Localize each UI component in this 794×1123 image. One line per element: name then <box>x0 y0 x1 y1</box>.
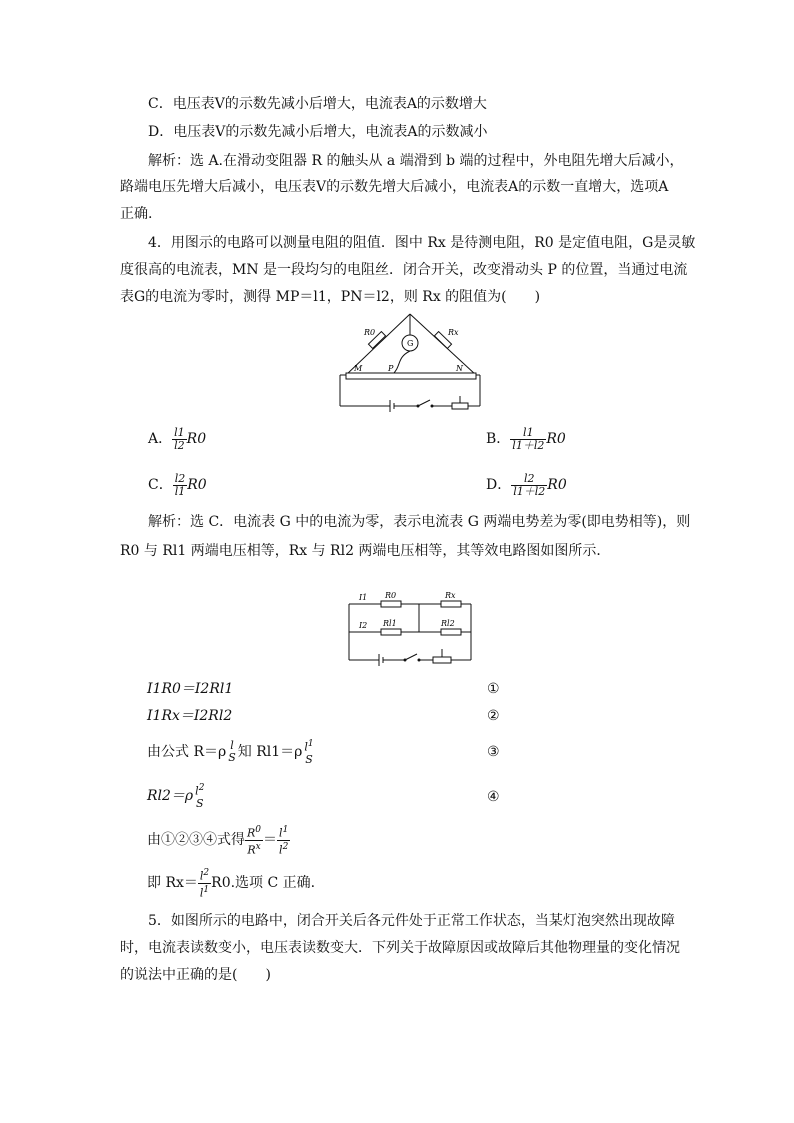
q4-stem-line3: 表G的电流为零时，测得 MP＝l1，PN＝l2，则 Rx 的阻值为( ) <box>120 289 541 305</box>
equation-2: I1Rx＝I2Rl2 <box>147 708 233 724</box>
q3-option-d: D．电压表V的示数先减小后增大，电流表A的示数减小 <box>148 124 488 140</box>
q4-stem-line2: 度很高的电流表，MN 是一段均匀的电阻丝．闭合开关，改变滑动头 P 的位置，当通过电流 <box>120 262 688 278</box>
equation-1: I1R0＝I2Rl1 <box>147 681 234 697</box>
equation-1-number: ① <box>487 681 500 697</box>
equation-6: 即 Rx＝ $\frac{l^2}{l^1}$ R0.选项 C 正确. <box>147 867 316 900</box>
fig1-label-rx: Rx <box>448 328 459 337</box>
q4-analysis-line1: 解析：选 C．电流表 G 中的电流为零，表示电流表 G 两端电势差为零(即电势相等)，则 <box>148 514 691 530</box>
fig1-label-p: P <box>388 364 394 373</box>
q5-stem-line2: 时，电流表读数变小，电压表读数变大．下列关于故障原因或故障后其他物理量的变化情况 <box>120 940 680 956</box>
q3-analysis-line2: 路端电压先增大后减小，电压表V的示数先增大后减小，电流表A的示数一直增大，选项A <box>120 179 669 195</box>
fig1-label-r0: R0 <box>364 328 376 337</box>
fig2-label-r0: R0 <box>385 591 397 600</box>
fig2-label-i2: I2 <box>359 621 368 630</box>
q5-stem-line1: 5．如图所示的电路中，闭合开关后各元件处于正常工作状态，当某灯泡突然出现故障 <box>148 913 675 929</box>
equation-5: 由①②③④式得 $\frac{R^0}{R^x}$ ＝ $\frac{l^1}{l^2}$ <box>147 824 289 857</box>
q4-option-c: C． $\frac{l2}{l1}$ R0 <box>148 471 207 498</box>
fig2-label-rx: Rx <box>445 591 456 600</box>
q3-option-c: C．电压表V的示数先减小后增大，电流表A的示数增大 <box>148 96 487 112</box>
fig1-label-m: M <box>354 364 363 373</box>
bridge-circuit-figure <box>330 308 490 414</box>
q4-option-d: D． $\frac{l2}{l1+l2}$ R0 <box>486 471 567 498</box>
q5-stem-line3: 的说法中正确的是( ) <box>120 967 271 983</box>
fig2-label-rl1: Rl1 <box>383 619 397 628</box>
fig1-label-n: N <box>456 364 463 373</box>
fig2-label-i1: I1 <box>359 593 368 602</box>
equivalent-circuit-figure <box>343 586 477 670</box>
equation-3-number: ③ <box>487 744 500 760</box>
fig2-label-rl2: Rl2 <box>441 619 455 628</box>
equation-3: 由公式 R＝ρ l S 知 Rl1＝ρ $l^1$ S <box>147 739 314 766</box>
equation-4-number: ④ <box>487 789 500 805</box>
equation-2-number: ② <box>487 708 500 724</box>
q3-analysis-line3: 正确. <box>120 206 153 222</box>
q4-analysis-line2: R0 与 Rl1 两端电压相等，Rx 与 Rl2 两端电压相等，其等效电路图如图所示． <box>120 543 611 559</box>
equation-4: Rl2＝ρ $l^2$ S <box>147 783 205 810</box>
q3-analysis-line1: 解析：选 A.在滑动变阻器 R 的触头从 a 端滑到 b 端的过程中，外电阻先增大后减小， <box>148 153 684 169</box>
q4-stem-line1: 4．用图示的电路可以测量电阻的阻值．图中 Rx 是待测电阻，R0 是定值电阻，G是灵敏 <box>148 235 696 251</box>
q4-option-b: B． $\frac{l1}{l1+l2}$ R0 <box>486 425 566 452</box>
q4-option-a: A． $\frac{l1}{l2}$ R0 <box>148 425 207 452</box>
fig1-label-g: G <box>407 339 414 348</box>
